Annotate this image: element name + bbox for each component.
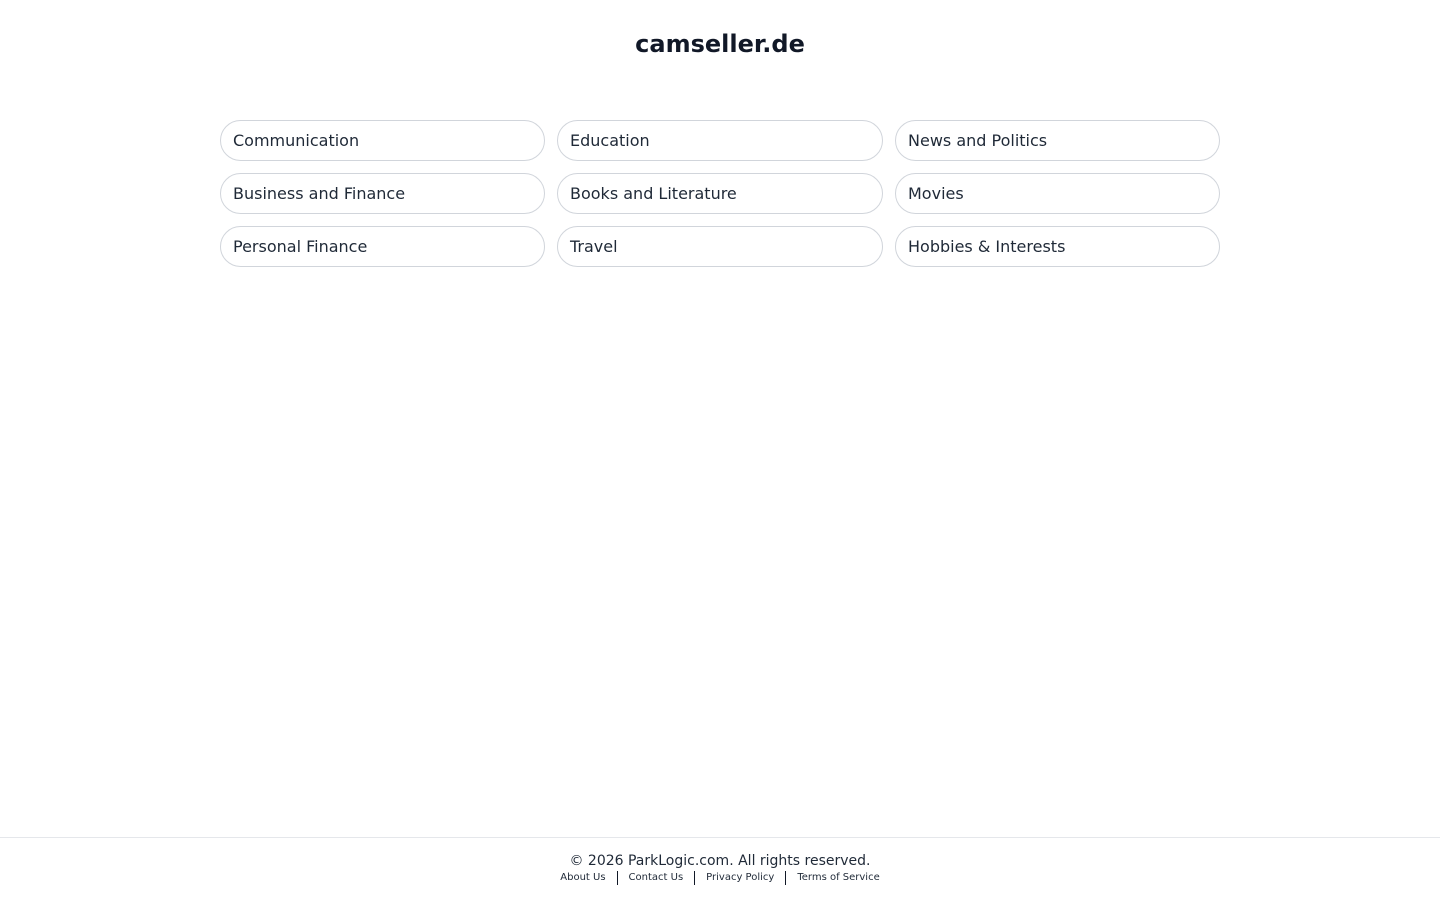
category-link-personal-finance[interactable]: Personal Finance — [220, 226, 545, 267]
site-title: camseller.de — [635, 30, 805, 58]
category-link-books-and-literature[interactable]: Books and Literature — [557, 173, 883, 214]
category-link-communication[interactable]: Communication — [220, 120, 545, 161]
footer — [0, 837, 1440, 900]
contact-us-link[interactable]: Contact Us — [628, 872, 684, 883]
category-link-news-and-politics[interactable]: News and Politics — [895, 120, 1220, 161]
category-grid — [220, 120, 1220, 267]
category-link-travel[interactable]: Travel — [557, 226, 883, 267]
category-link-hobbies-and-interests[interactable]: Hobbies & Interests — [895, 226, 1220, 267]
copyright-text: © 2026 ParkLogic.com. All rights reserved. — [569, 853, 871, 869]
about-us-link[interactable]: About Us — [560, 872, 606, 883]
terms-of-service-link[interactable]: Terms of Service — [797, 872, 880, 883]
category-link-education[interactable]: Education — [557, 120, 883, 161]
category-link-movies[interactable]: Movies — [895, 173, 1220, 214]
privacy-policy-link[interactable]: Privacy Policy — [706, 872, 775, 883]
category-link-business-and-finance[interactable]: Business and Finance — [220, 173, 545, 214]
footer-links — [0, 871, 1440, 885]
